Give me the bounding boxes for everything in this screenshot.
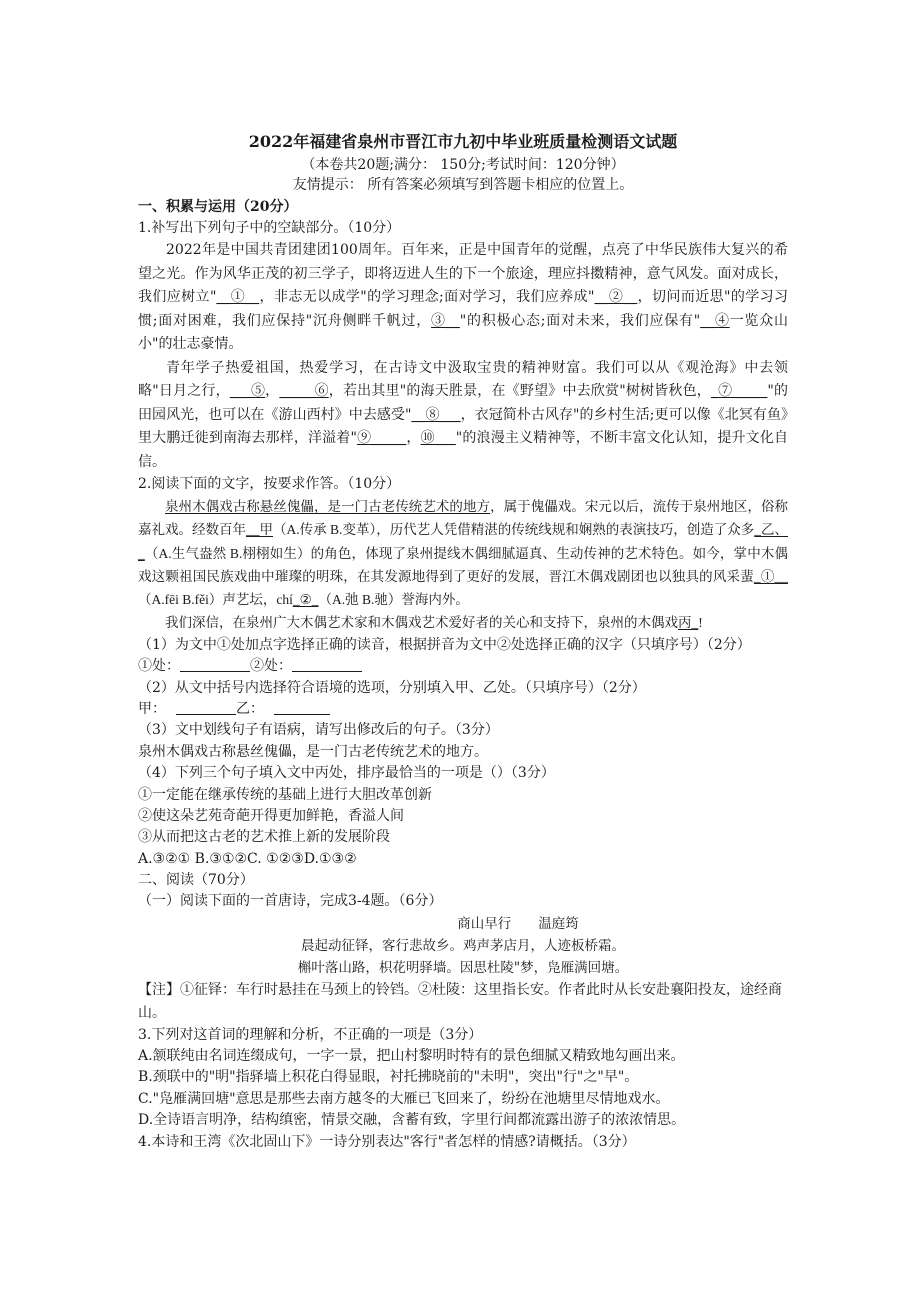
question-2-passage-2 xyxy=(138,611,788,634)
answer-label: 乙： xyxy=(236,701,264,717)
text-run: ， xyxy=(406,430,421,446)
text-run: "的积极心态;面对未来，我们应保有" xyxy=(459,312,701,329)
question-3-option-c: C."凫雁满回塘"意思是那些去南方越冬的大雁已飞回来了，纷纷在池塘里尽情地戏水。 xyxy=(138,1090,670,1107)
question-3-prompt: 3.下列对这首词的理解和分析，不正确的一项是（3分） xyxy=(138,1026,483,1043)
fill-blank-5: ___⑤ xyxy=(229,383,266,399)
fill-blank-3: ③__ xyxy=(431,312,460,329)
text-run: 我们深信，在泉州广大木偶艺术家和木偶戏艺术爱好者的关心和支持下，泉州的木偶戏 xyxy=(165,615,678,631)
answer-blank[interactable] xyxy=(180,657,250,672)
text-run: ，非志无以成学"的学习理念;面对学习，我们应养成" xyxy=(259,289,595,305)
question-1-prompt: 1.补写出下列句子中的空缺部分。（10分） xyxy=(138,220,401,236)
section-heading-reading: 二、阅读（70分） xyxy=(138,872,254,889)
answer-label: ①处： xyxy=(138,658,180,675)
text-run: （A.fēi B.fěi）声艺坛，chí xyxy=(138,592,293,608)
question-2-passage-1 xyxy=(138,495,788,611)
blank-bing: 丙_ xyxy=(678,615,699,631)
question-3-option-a: A.颔联纯由名词连缀成句，一字一景，把山村黎明时特有的景色细腻又精致地勾画出来。 xyxy=(138,1048,685,1065)
text-run: "的田园风光，也可以在《游山西村》中去感受" xyxy=(138,383,789,423)
fill-blank-9: ⑨_____ xyxy=(356,430,407,446)
answer-label: 甲： xyxy=(138,701,166,717)
fill-blank-1: __①__ xyxy=(216,289,260,305)
sub-question-2-answer xyxy=(138,699,788,720)
section-heading-accumulation: 一、积累与运用（20分） xyxy=(138,199,298,215)
answer-blank[interactable] xyxy=(292,657,362,672)
sub-question-3-sentence: 泉州木偶戏古称悬丝傀儡，是一门古老传统艺术的地方。 xyxy=(138,743,488,760)
text-run: ，衣冠简朴古风存"的乡村生活;更可以像《北冥有鱼》里大鹏迁徙到南海去那样，洋溢着" xyxy=(138,406,789,446)
fill-blank-2: __②__ xyxy=(594,289,638,305)
text-run: ，属于傀儡戏。宋元以后，流传于泉州地区，俗称嘉礼戏。经数百年 xyxy=(138,499,789,538)
text-run: ! xyxy=(698,615,703,631)
text-run: 一览众山小"的壮志豪情。 xyxy=(138,312,789,352)
poem-line: 槲叶落山路，枳花明驿墙。因思杜陵"梦，凫雁满回塘。 xyxy=(297,959,629,976)
question-3-option-d: D.全诗语言明净，结构缜密，情景交融，含蓄有致，字里行间都流露出游子的浓浓情思。 xyxy=(138,1112,686,1129)
poem-line: 晨起动征铎，客行悲故乡。鸡声茅店月，人迹板桥霜。 xyxy=(301,937,625,954)
sub-question-1: （1）为文中①处加点字选择正确的读音，根据拼音为文中②处选择正确的汉字（只填序号）（2分） xyxy=(138,636,751,653)
fill-blank-7: _⑦_____ xyxy=(710,383,768,399)
question-1-paragraph-2 xyxy=(138,357,788,475)
sub-question-4: （4）下列三个句子填入文中丙处，排序最恰当的一项是（）（3分） xyxy=(138,765,555,782)
exam-meta: （本卷共20题;满分： 150分;考试时间：120分钟） xyxy=(301,157,625,173)
text-run: ，切问而近思"的学习习惯;面对困难，我们应保持"沉舟侧畔千帆过， xyxy=(138,289,788,329)
text-run: ，若出其里"的海天胜景，在《野望》中去欣赏"树树皆秋色， xyxy=(328,383,711,399)
fill-blank-8: __⑧___ xyxy=(411,406,461,423)
blank-pinyin-1: _①__ xyxy=(753,568,789,584)
text-run: ， xyxy=(265,383,280,399)
question-3-option-b: B.颈联中的"明"指驿墙上积花白得显眼，衬托拂晓前的"未明"，突出"行"之"早"。 xyxy=(138,1069,639,1086)
fill-blank-6: _____⑥ xyxy=(279,383,329,399)
option-line: ②使这朵艺苑奇葩开得更加鲜艳，香溢人间 xyxy=(138,808,404,825)
text-run: 青年学子热爱祖国，热爱学习，在古诗文中汲取宝贵的精神财富。我们可以从《观沧海》中去领略"日月之行， xyxy=(138,359,788,399)
poem-note: 【注】①征铎：车行时悬挂在马颈上的铃铛。②杜陵：这里指长安。作者此时从长安赴襄阳投友，途经商山。 xyxy=(138,981,782,1021)
page-content xyxy=(138,131,788,1153)
fill-blank-4: __④ xyxy=(700,312,730,329)
reading-sub-heading: （一）阅读下面的一首唐诗，完成3-4题。（6分） xyxy=(138,893,443,910)
answer-blank[interactable] xyxy=(176,700,236,715)
blank-yi: _乙、_ xyxy=(138,522,789,561)
exam-title: 2022年福建省泉州市晋江市九初中毕业班质量检测语文试题 xyxy=(248,132,678,151)
question-4-prompt: 4.本诗和王湾《次北固山下》一诗分别表达"客行"者怎样的情感?请概括。（3分） xyxy=(138,1133,636,1150)
option-choices: A.③②① B.③①②C. ①②③D.①③② xyxy=(138,850,357,867)
text-run: （A.传承 B.变革），历代艺人凭借精湛的传统线规和娴熟的表演技巧，创造了众多 xyxy=(273,522,755,538)
blank-char-2: _②_ xyxy=(292,592,319,608)
friendly-tip: 友情提示： 所有答案必须填写到答题卡相应的位置上。 xyxy=(292,177,634,193)
blank-jia: __甲 xyxy=(246,522,274,538)
option-line: ③从而把这古老的艺术推上新的发展阶段 xyxy=(138,829,390,846)
underlined-faulty-sentence: 泉州木偶戏古称悬丝傀儡，是一门古老传统艺术的地方 xyxy=(165,499,491,514)
question-1-paragraph-1 xyxy=(138,239,788,357)
answer-blank[interactable] xyxy=(274,700,330,715)
sub-question-2: （2）从文中括号内选择符合语境的选项，分别填入甲、乙处。（只填序号）（2分） xyxy=(138,679,646,696)
question-2-prompt: 2.阅读下面的文字，按要求作答。（10分） xyxy=(138,476,401,492)
option-line: ①一定能在继承传统的基础上进行大胆改革创新 xyxy=(138,786,432,803)
text-run: （A.弛 B.驰）誉海内外。 xyxy=(318,592,469,608)
sub-question-3: （3）文中划线句子有语病，请写出修改后的句子。（3分） xyxy=(138,722,499,739)
answer-label: ②处： xyxy=(250,658,292,675)
poem-title: 商山早行 温庭筠 xyxy=(457,915,579,932)
text-run: 2022年是中国共青团建团100周年。百年来，正是中国青年的觉醒，点亮了中华民族伟大复兴的希望之光。作为风华正茂的初三学子，即将迈进人生的下一个旅途，理应抖擞精神，意气风发。面对成长，我们应树立" xyxy=(138,242,788,305)
sub-question-1-answer xyxy=(138,656,788,677)
text-run: （A.生气盎然 B.栩栩如生）的角色，体现了泉州提线木偶细腻逼真、生动传神的艺术特色。如今，掌中木偶戏这颗祖国民族戏曲中璀璨的明珠，在其发源地得到了更好的发展，晋江木偶戏剧团也以独具的风采蜚 xyxy=(138,545,788,584)
text-run: "的浪漫主义精神等，不断丰富文化认知，提升文化自信。 xyxy=(138,430,789,470)
fill-blank-10: ⑩___ xyxy=(420,430,456,446)
